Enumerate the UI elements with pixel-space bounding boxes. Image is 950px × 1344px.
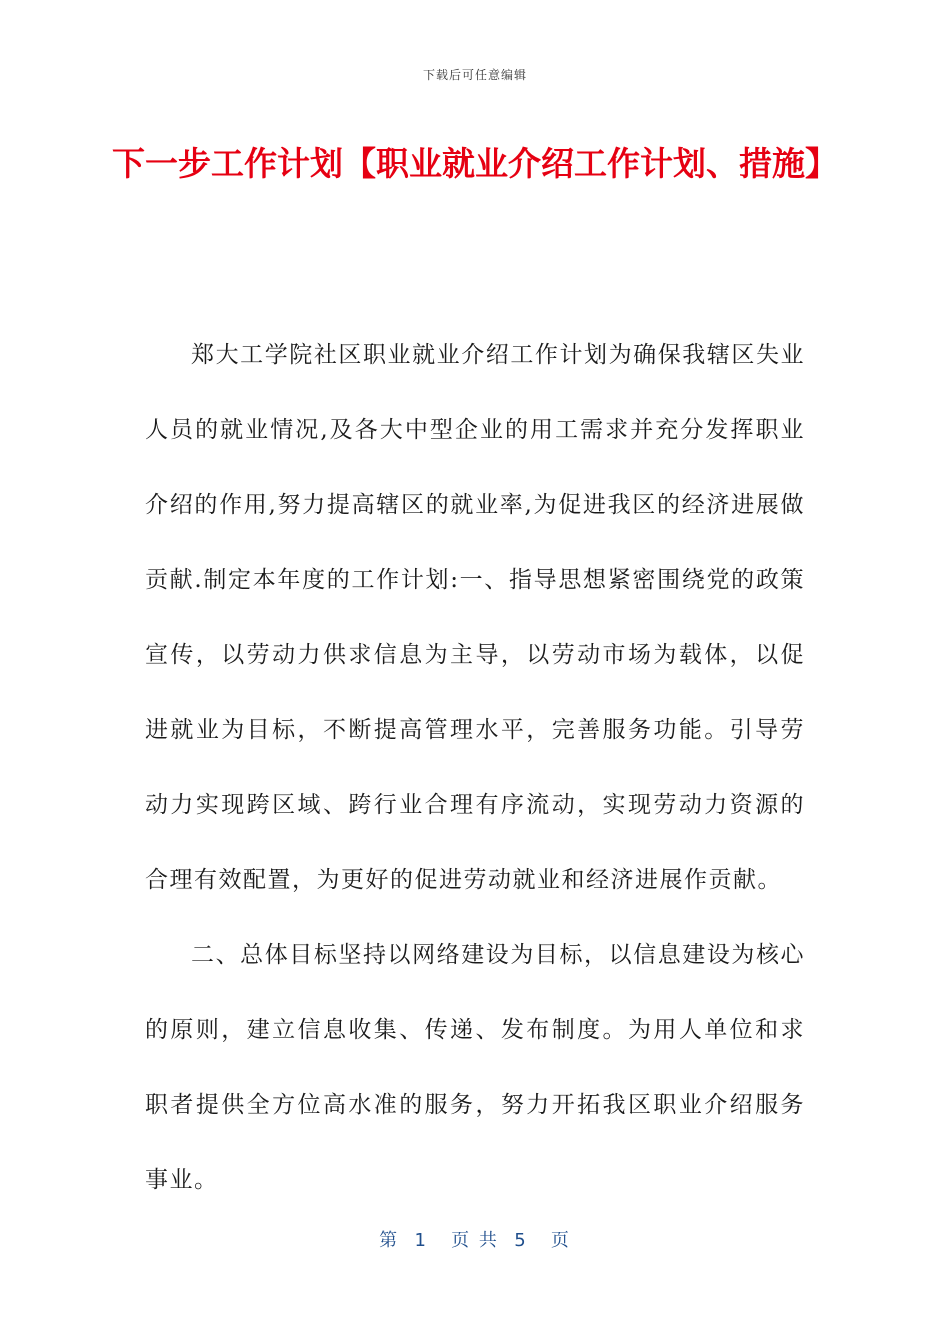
header-note: 下载后可任意编辑 [422, 68, 527, 82]
document-title: 下一步工作计划【职业就业介绍工作计划、措施】 [112, 144, 838, 183]
paragraph-1: 郑大工学院社区职业就业介绍工作计划为确保我辖区失业人员的就业情况,及各大中型企业的用工需求并充分发挥职业介绍的作用,努力提高辖区的就业率,为促进我区的经济进展做贡献.制定本年度的工作计划:一、指导思想紧密围绕党的政策宣传，以劳动力供求信息为主导，以劳动市场为载体，以促进就业为目标，不断提高管理水平，完善服务功能。引导劳动力实现跨区域、跨行业合理有序流动，实现劳动力资源的合理有效配置，为更好的促进劳动就业和经济进展作贡献。 [145, 342, 805, 893]
paragraph-2: 二、总体目标坚持以网络建设为目标，以信息建设为核心的原则，建立信息收集、传递、发布制度。为用人单位和求职者提供全方位高水准的服务，努力开拓我区职业介绍服务事业。 [145, 942, 805, 1193]
document-body [145, 318, 805, 1218]
page-number-footer: 第 1 页 共 5 页 [379, 1230, 571, 1251]
